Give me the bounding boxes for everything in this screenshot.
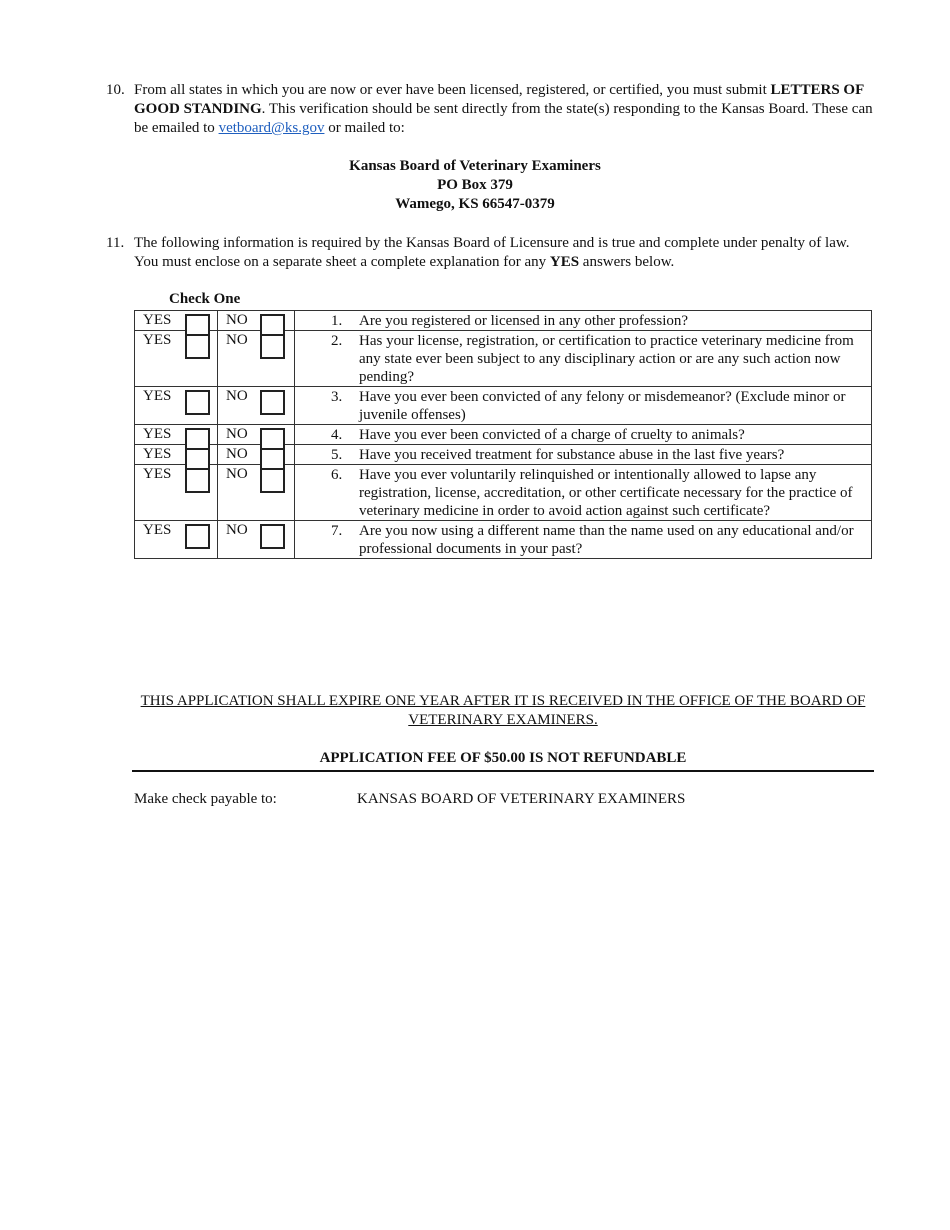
address-line-3: Wamego, KS 66547-0379 xyxy=(395,196,555,212)
yes-checkbox[interactable] xyxy=(185,334,210,359)
no-label: NO xyxy=(226,446,248,462)
no-cell xyxy=(218,387,295,425)
yes-label: YES xyxy=(143,332,172,348)
question-number: 6. xyxy=(331,467,343,483)
no-cell xyxy=(218,331,295,387)
question-cell xyxy=(295,311,872,331)
address-line-1: Kansas Board of Veterinary Examiners xyxy=(349,158,601,174)
item-11 xyxy=(106,234,876,272)
question-text: Are you registered or licensed in any other profession? xyxy=(359,313,689,329)
question-row xyxy=(135,521,872,559)
no-cell xyxy=(218,465,295,521)
yes-label: YES xyxy=(143,312,172,328)
yes-label: YES xyxy=(143,522,172,538)
letters-of-good-standing: LETTERS OF GOOD STANDING xyxy=(134,82,864,117)
item-11-text: The following information is required by the Kansas Board of Licensure and is true and complete under penalty of law. You must enclose on a separate sheet a complete explanation for any YES answers below. xyxy=(134,235,850,270)
yes-label: YES xyxy=(143,446,172,462)
question-cell xyxy=(295,425,872,445)
payable-value: KANSAS BOARD OF VETERINARY EXAMINERS xyxy=(357,791,686,807)
item-11-number: 11. xyxy=(106,235,125,251)
no-label: NO xyxy=(226,466,248,482)
question-text: Have you received treatment for substance abuse in the last five years? xyxy=(359,447,785,463)
no-checkbox[interactable] xyxy=(260,524,285,549)
question-row xyxy=(135,465,872,521)
item-10 xyxy=(106,81,876,138)
question-row xyxy=(135,445,872,465)
check-one-heading: Check One xyxy=(169,291,241,307)
question-text: Has your license, registration, or certification to practice veterinary medicine from any state ever been subject to any disciplinary action or are any such action now pending? xyxy=(359,333,854,385)
yes-checkbox[interactable] xyxy=(185,390,210,415)
question-text: Are you now using a different name than the name used on any educational and/or professional documents in your past? xyxy=(359,523,854,557)
question-number: 5. xyxy=(331,447,343,463)
fee-notice: APPLICATION FEE OF $50.00 IS NOT REFUNDABLE xyxy=(319,750,687,766)
no-checkbox[interactable] xyxy=(260,334,285,359)
question-number: 2. xyxy=(331,333,343,349)
question-text: Have you ever been convicted of a charge of cruelty to animals? xyxy=(359,427,745,443)
expiration-notice: THIS APPLICATION SHALL EXPIRE ONE YEAR AFTER IT IS RECEIVED IN THE OFFICE OF THE BOARD OF VETERINARY EXAMINERS. xyxy=(140,693,866,728)
question-row xyxy=(135,387,872,425)
yes-label: YES xyxy=(143,466,172,482)
question-number: 1. xyxy=(331,313,343,329)
item-10-text: From all states in which you are now or ever have been licensed, registered, or certified, you must submit LETTERS OF GOOD STANDING. This verification should be sent directly from the state(s) responding to the Kansas Board. These can be emailed to vetboard@ks.gov or mailed to: xyxy=(134,82,873,136)
yes-cell xyxy=(135,445,218,465)
yes-label: YES xyxy=(143,388,172,404)
no-cell xyxy=(218,521,295,559)
item-10-number: 10. xyxy=(106,82,125,98)
yes-checkbox[interactable] xyxy=(185,524,210,549)
question-number: 4. xyxy=(331,427,343,443)
mailing-address xyxy=(0,157,950,214)
no-checkbox[interactable] xyxy=(260,390,285,415)
question-cell xyxy=(295,465,872,521)
yes-label: YES xyxy=(143,426,172,442)
address-line-2: PO Box 379 xyxy=(437,177,513,193)
yes-cell xyxy=(135,521,218,559)
no-label: NO xyxy=(226,332,248,348)
no-cell xyxy=(218,311,295,331)
payable-label: Make check payable to: xyxy=(134,791,277,807)
no-label: NO xyxy=(226,312,248,328)
no-label: NO xyxy=(226,522,248,538)
no-label: NO xyxy=(226,426,248,442)
yes-cell xyxy=(135,387,218,425)
question-row xyxy=(135,425,872,445)
yes-cell xyxy=(135,425,218,445)
no-checkbox[interactable] xyxy=(260,468,285,493)
no-cell xyxy=(218,445,295,465)
question-text: Have you ever been convicted of any felony or misdemeanor? (Exclude minor or juvenile offenses) xyxy=(359,389,846,423)
yes-cell xyxy=(135,465,218,521)
question-number: 7. xyxy=(331,523,343,539)
yes-checkbox[interactable] xyxy=(185,468,210,493)
question-number: 3. xyxy=(331,389,343,405)
divider xyxy=(132,770,874,772)
question-cell xyxy=(295,387,872,425)
question-text: Have you ever voluntarily relinquished or intentionally allowed to lapse any registration, license, accreditation, or other certificate necessary for the practice of veterinary medicine in order to avoid action against such certificate? xyxy=(359,467,853,519)
question-cell xyxy=(295,445,872,465)
question-row xyxy=(135,311,872,331)
yes-cell xyxy=(135,311,218,331)
question-cell xyxy=(295,521,872,559)
yes-cell xyxy=(135,331,218,387)
question-cell xyxy=(295,331,872,387)
question-row xyxy=(135,331,872,387)
email-link[interactable]: vetboard@ks.gov xyxy=(218,120,325,136)
questions-table xyxy=(134,310,872,559)
no-cell xyxy=(218,425,295,445)
no-label: NO xyxy=(226,388,248,404)
